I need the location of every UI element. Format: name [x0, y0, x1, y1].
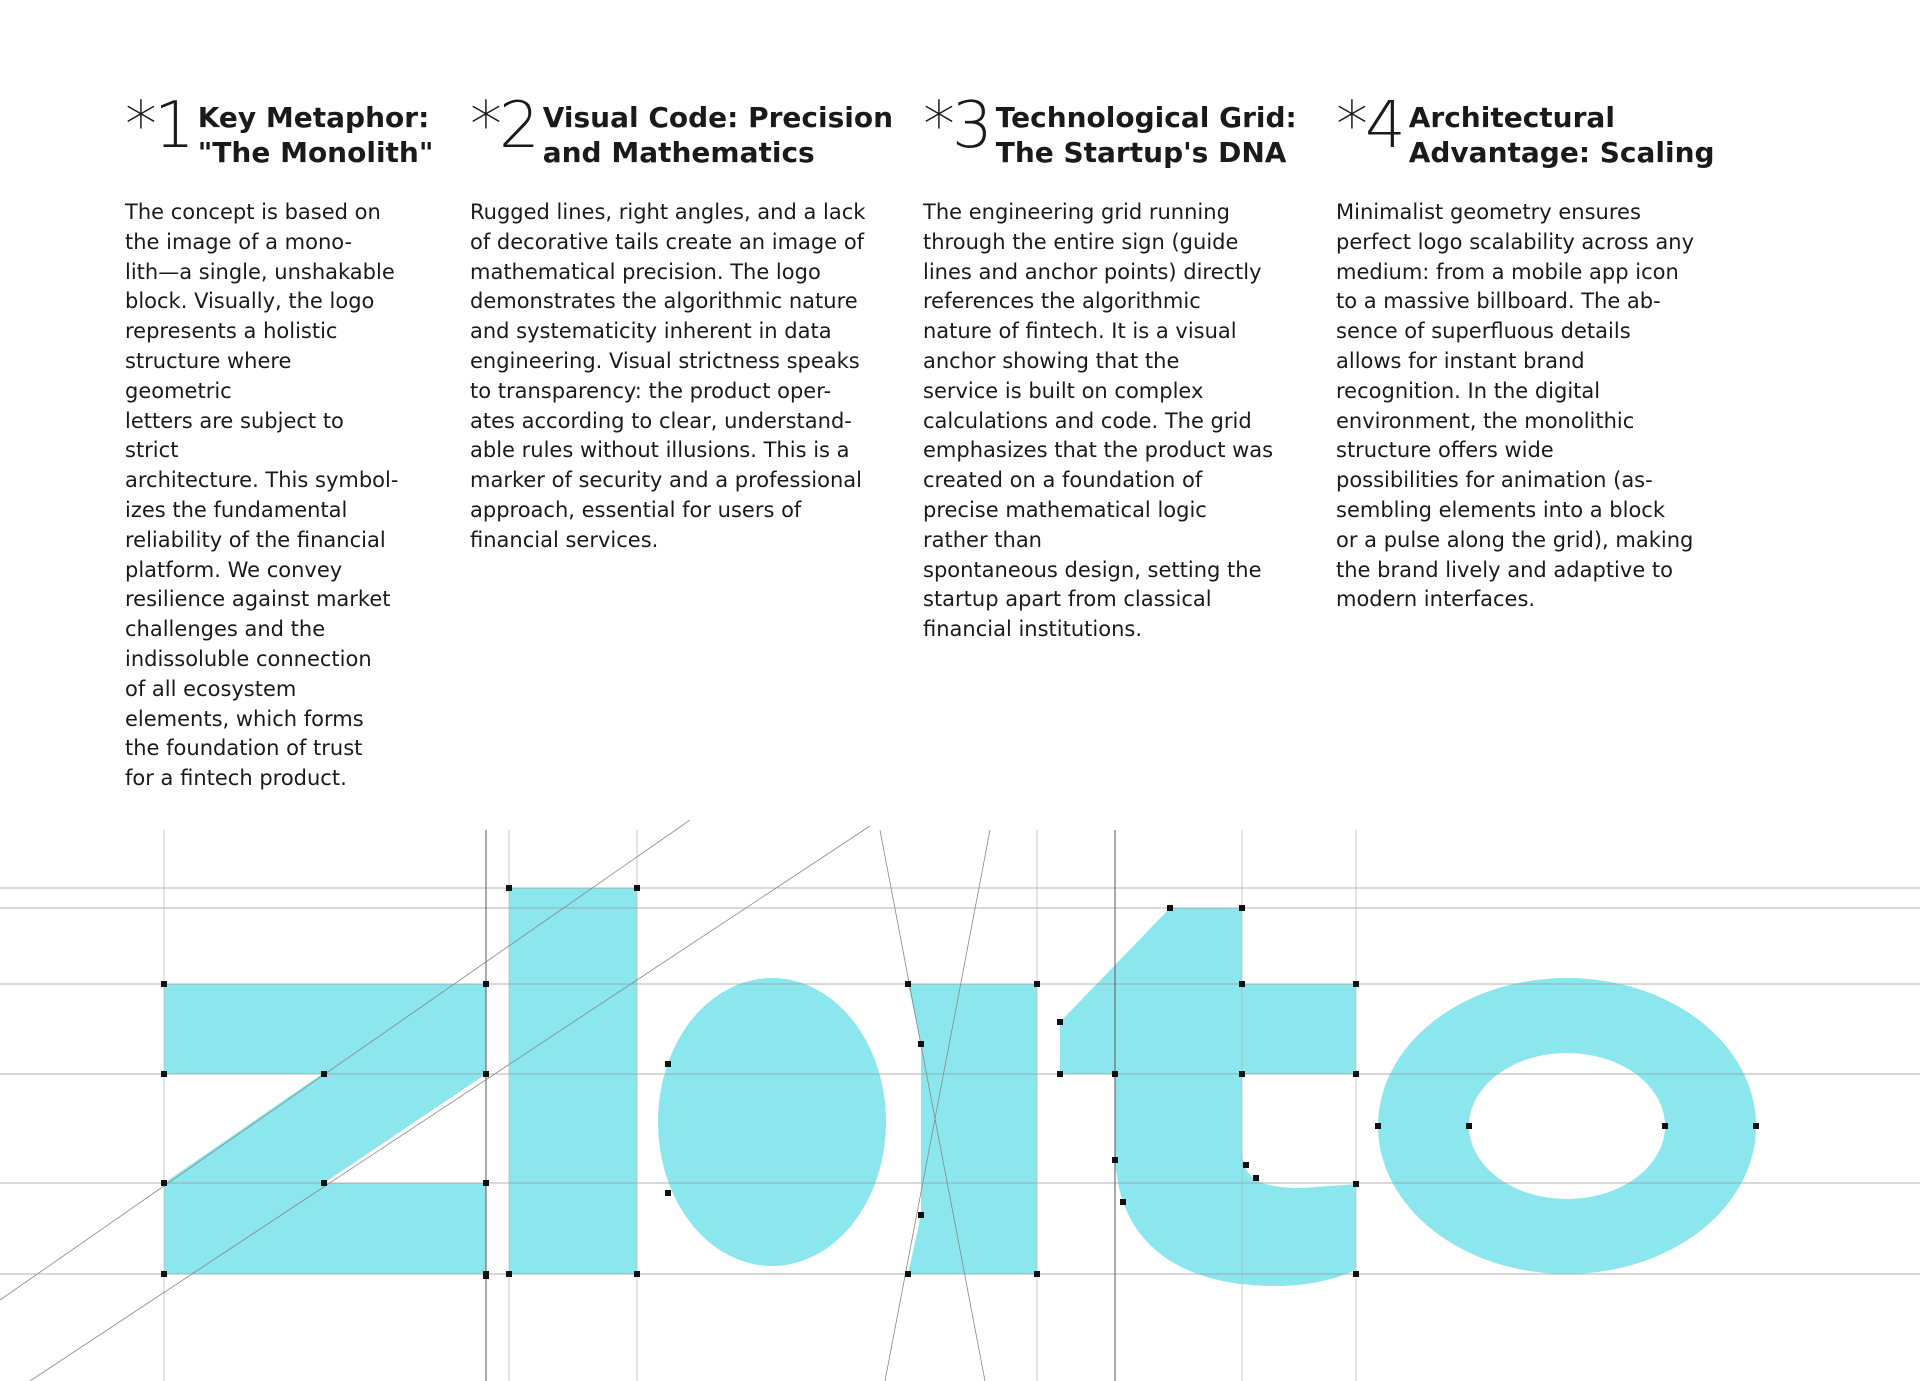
anchor-point [161, 1180, 167, 1186]
body-line: service is built on complex [923, 378, 1204, 403]
section-3-title-line: Technological Grid: [995, 101, 1297, 134]
body-line: recognition. In the digital [1336, 378, 1601, 403]
section-1-title [198, 100, 434, 170]
anchor-point [1466, 1123, 1472, 1129]
letter-z-shape [164, 984, 486, 1274]
body-line: financial institutions. [923, 617, 1143, 642]
body-line: rather than [923, 527, 1042, 552]
body-line: challenges and the [125, 617, 326, 642]
body-line: nature of fintech. It is a visual [923, 319, 1237, 344]
anchor-point [506, 885, 512, 891]
anchor-point [1353, 981, 1359, 987]
body-line: mathematical precision. The logo [470, 259, 821, 284]
section-2 [470, 89, 894, 556]
anchor-point [321, 1180, 327, 1186]
section-4-title-line: Advantage: Scaling [1408, 136, 1715, 169]
anchor-point [1253, 1175, 1259, 1181]
anchor-point [161, 981, 167, 987]
section-2-heading [470, 89, 894, 170]
letter-t-shape [1060, 908, 1356, 1286]
anchor-point [1239, 981, 1245, 987]
body-line: strict [125, 438, 179, 463]
section-2-title [543, 100, 893, 170]
body-line: Rugged lines, right angles, and a lack [470, 200, 866, 224]
section-1-heading [125, 89, 434, 170]
anchor-point [1057, 1071, 1063, 1077]
section-3-title-line: The Startup's DNA [995, 136, 1287, 169]
section-4-heading [1336, 89, 1715, 170]
section-4-title [1409, 100, 1715, 170]
body-line: block. Visually, the logo [125, 289, 375, 314]
logo-letters [164, 888, 1756, 1286]
anchor-point [483, 981, 489, 987]
body-line: approach, essential for users of [470, 497, 802, 522]
body-line: platform. We convey [125, 557, 343, 582]
section-2-title-line: Visual Code: Precision [542, 101, 894, 134]
body-line: of all ecosystem [125, 676, 297, 701]
anchor-point [665, 1190, 671, 1196]
body-line: izes the fundamental [125, 497, 348, 522]
body-line: allows for instant brand [1336, 348, 1585, 373]
body-line: marker of security and a professional [470, 468, 863, 493]
body-line: sence of superfluous details [1336, 319, 1631, 344]
anchor-point [1753, 1123, 1759, 1129]
body-line: modern interfaces. [1336, 587, 1536, 612]
anchor-point [1034, 981, 1040, 987]
anchor-point [1112, 1071, 1118, 1077]
body-line: calculations and code. The grid [923, 408, 1252, 433]
anchor-point [161, 1071, 167, 1077]
body-line: lines and anchor points) directly [923, 259, 1262, 284]
letter-o-shape [1378, 978, 1756, 1274]
anchor-point [321, 1071, 327, 1077]
body-line: or a pulse along the grid), making [1336, 527, 1694, 552]
letter-a-bowl [658, 978, 886, 1266]
body-line: The engineering grid running [923, 200, 1230, 224]
anchor-point [905, 981, 911, 987]
section-1-title-line: Key Metaphor: [197, 101, 430, 134]
body-line: to a massive billboard. The ab- [1336, 289, 1661, 314]
anchor-point [1239, 1071, 1245, 1077]
body-line: resilience against market [125, 587, 391, 612]
body-line: lith—a single, unshakable [125, 259, 395, 284]
section-1-title-line: "The Monolith" [197, 136, 434, 169]
anchor-point [634, 885, 640, 891]
section-3-number: *3 [923, 89, 990, 163]
body-line: structure where [125, 348, 292, 373]
anchor-point [1662, 1123, 1668, 1129]
body-line: geometric [125, 378, 232, 403]
section-1-body [125, 198, 433, 794]
body-line: reliability of the financial [125, 527, 386, 552]
body-line: represents a holistic [125, 319, 338, 344]
section-3-heading [923, 89, 1297, 170]
anchor-point [1112, 1157, 1118, 1163]
body-line: indissoluble connection [125, 646, 372, 671]
body-line: possibilities for animation (as- [1336, 468, 1653, 493]
section-3-title [996, 100, 1297, 170]
body-line: perfect logo scalability across any [1336, 229, 1695, 254]
anchor-point [1167, 905, 1173, 911]
body-line: sembling elements into a block [1336, 497, 1666, 522]
section-1 [125, 89, 434, 794]
letter-l-shape [509, 888, 637, 1274]
section-4 [1336, 89, 1715, 615]
body-line: ates according to clear, understand- [470, 408, 852, 433]
body-line: the image of a mono- [125, 229, 353, 254]
anchor-point [905, 1271, 911, 1277]
section-2-number: *2 [470, 89, 537, 163]
body-line: The concept is based on [125, 200, 381, 224]
body-line: through the entire sign (guide [923, 229, 1239, 254]
anchor-point [1353, 1181, 1359, 1187]
body-line: startup apart from classical [923, 587, 1212, 612]
body-line: and systematicity inherent in data [470, 319, 832, 344]
body-line: emphasizes that the product was [923, 438, 1274, 463]
anchor-point [918, 1041, 924, 1047]
section-4-title-line: Architectural [1408, 101, 1615, 134]
body-line: environment, the monolithic [1336, 408, 1635, 433]
body-line: engineering. Visual strictness speaks [470, 348, 860, 373]
anchor-point [483, 1273, 489, 1279]
anchor-point [918, 1212, 924, 1218]
body-line: letters are subject to [125, 408, 344, 433]
body-line: created on a foundation of [923, 468, 1203, 493]
section-2-body [470, 198, 893, 556]
anchor-point [483, 1180, 489, 1186]
section-3-body [923, 198, 1297, 645]
anchor-point [1353, 1071, 1359, 1077]
body-line: of decorative tails create an image of [470, 229, 865, 254]
section-4-number: *4 [1336, 89, 1403, 163]
anchor-point [483, 1071, 489, 1077]
body-line: for a fintech product. [125, 766, 347, 791]
body-line: precise mathematical logic [923, 497, 1207, 522]
anchor-point [161, 1271, 167, 1277]
anchor-point [1034, 1271, 1040, 1277]
section-4-body [1336, 198, 1715, 615]
body-line: able rules without illusions. This is a [470, 438, 850, 463]
anchor-point [1120, 1199, 1126, 1205]
body-line: elements, which forms [125, 706, 364, 731]
section-1-number: *1 [125, 89, 192, 163]
body-line: spontaneous design, setting the [923, 557, 1262, 582]
letter-a-stem [908, 984, 1037, 1274]
anchor-point [1243, 1162, 1249, 1168]
body-line: structure offers wide [1336, 438, 1554, 463]
section-3 [923, 89, 1297, 645]
body-line: the foundation of trust [125, 736, 363, 761]
anchor-point [506, 1271, 512, 1277]
body-line: references the algorithmic [923, 289, 1201, 314]
anchor-point [1375, 1123, 1381, 1129]
anchor-point [665, 1061, 671, 1067]
anchor-point [1057, 1019, 1063, 1025]
body-line: to transparency: the product oper- [470, 378, 832, 403]
body-line: financial services. [470, 527, 659, 552]
body-line: architecture. This symbol- [125, 468, 399, 493]
section-2-title-line: and Mathematics [542, 136, 815, 169]
zlato-logo-construction-icon [0, 820, 1920, 1381]
body-line: the brand lively and adaptive to [1336, 557, 1673, 582]
anchor-point [634, 1271, 640, 1277]
anchor-point [1239, 905, 1245, 911]
body-line: demonstrates the algorithmic nature [470, 289, 858, 314]
body-line: anchor showing that the [923, 348, 1180, 373]
body-line: Minimalist geometry ensures [1336, 200, 1641, 224]
body-line: medium: from a mobile app icon [1336, 259, 1679, 284]
anchor-point [1353, 1271, 1359, 1277]
